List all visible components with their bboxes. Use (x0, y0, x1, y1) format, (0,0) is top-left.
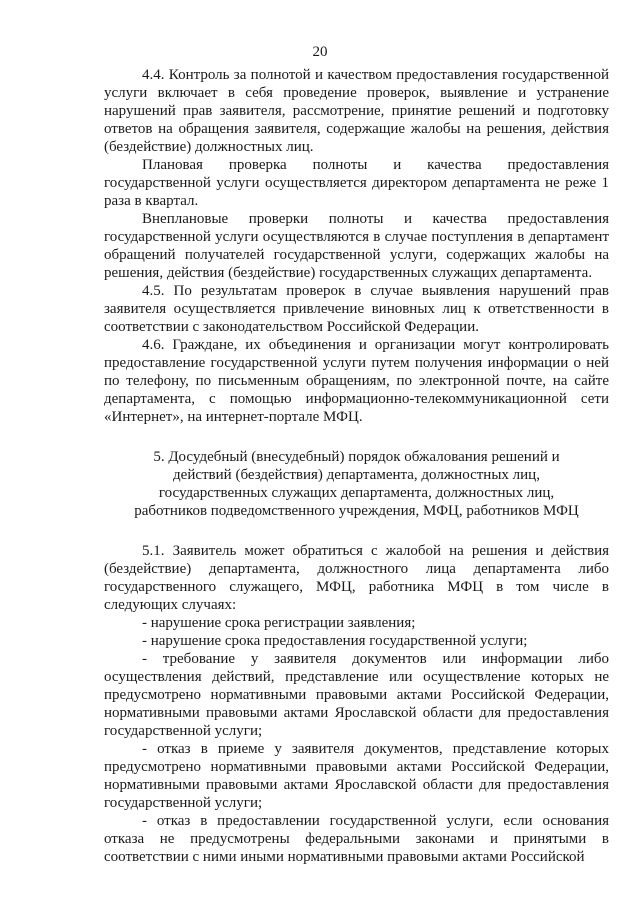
paragraph-4-5: 4.5. По результатам проверок в случае выявления нарушений прав заявителя осуществляется привлечение виновных лиц к ответственности в соответствии с законодательством Российской Федерации. (104, 283, 609, 335)
page-number: 20 (312, 44, 328, 60)
document-body (104, 66, 609, 866)
paragraph-unplanned-check: Внеплановые проверки полноты и качества предоставления государственной услуги осуществляются в случае поступления в департамент обращений получателей государственной услуги, содержащих жалобы на решения, действия (бездействие) государственных служащих департамента. (104, 211, 609, 281)
paragraph-planned-check: Плановая проверка полноты и качества предоставления государственной услуги осуществляется директором департамента не реже 1 раза в квартал. (104, 157, 609, 209)
section-heading-5: 5. Досудебный (внесудебный) порядок обжалования решений и действий (бездействия) департамента, должностных лиц, государственных служащих департамента, должностных лиц, работников подведомственного учреждения, МФЦ, работников МФЦ (134, 449, 579, 519)
list-item: - отказ в предоставлении государственной услуги, если основания отказа не предусмотрены федеральными законами и принятыми в соответствии с ними иными нормативными правовыми актами Российской (104, 813, 609, 865)
paragraph-4-6: 4.6. Граждане, их объединения и организации могут контролировать предоставление государственной услуги путем получения информации о ней по телефону, по письменным обращениям, по электронной почте, на сайте департамента, с помощью информационно-телекоммуникационной сети «Интернет», на интернет-портале МФЦ. (104, 337, 609, 425)
paragraph-5-1: 5.1. Заявитель может обратиться с жалобой на решения и действия (бездействие) департамента, должностного лица департамента либо государственного служащего, МФЦ, работника МФЦ в том числе в следующих случаях: (104, 543, 609, 613)
list-item: - нарушение срока предоставления государственной услуги; (142, 633, 528, 649)
paragraph-4-4: 4.4. Контроль за полнотой и качеством предоставления государственной услуги включает в себя проведение проверок, выявление и устранение нарушений прав заявителя, рассмотрение, принятие решений и подготовку ответов на обращения заявителя, содержащие жалобы на решения, действия (бездействие) должностных лиц. (104, 67, 609, 155)
list-item: - отказ в приеме у заявителя документов, представление которых предусмотрено нормативными правовыми актами Российской Федерации, нормативными правовыми актами Ярославской области для предоставления государственной услуги; (104, 741, 609, 811)
list-item: - нарушение срока регистрации заявления; (142, 615, 416, 631)
list-item: - требование у заявителя документов или информации либо осуществления действий, представление или осуществление которых не предусмотрено нормативными правовыми актами Российской Федерации, нормативными правовыми актами Ярославской области для предоставления государственной услуги; (104, 651, 609, 739)
